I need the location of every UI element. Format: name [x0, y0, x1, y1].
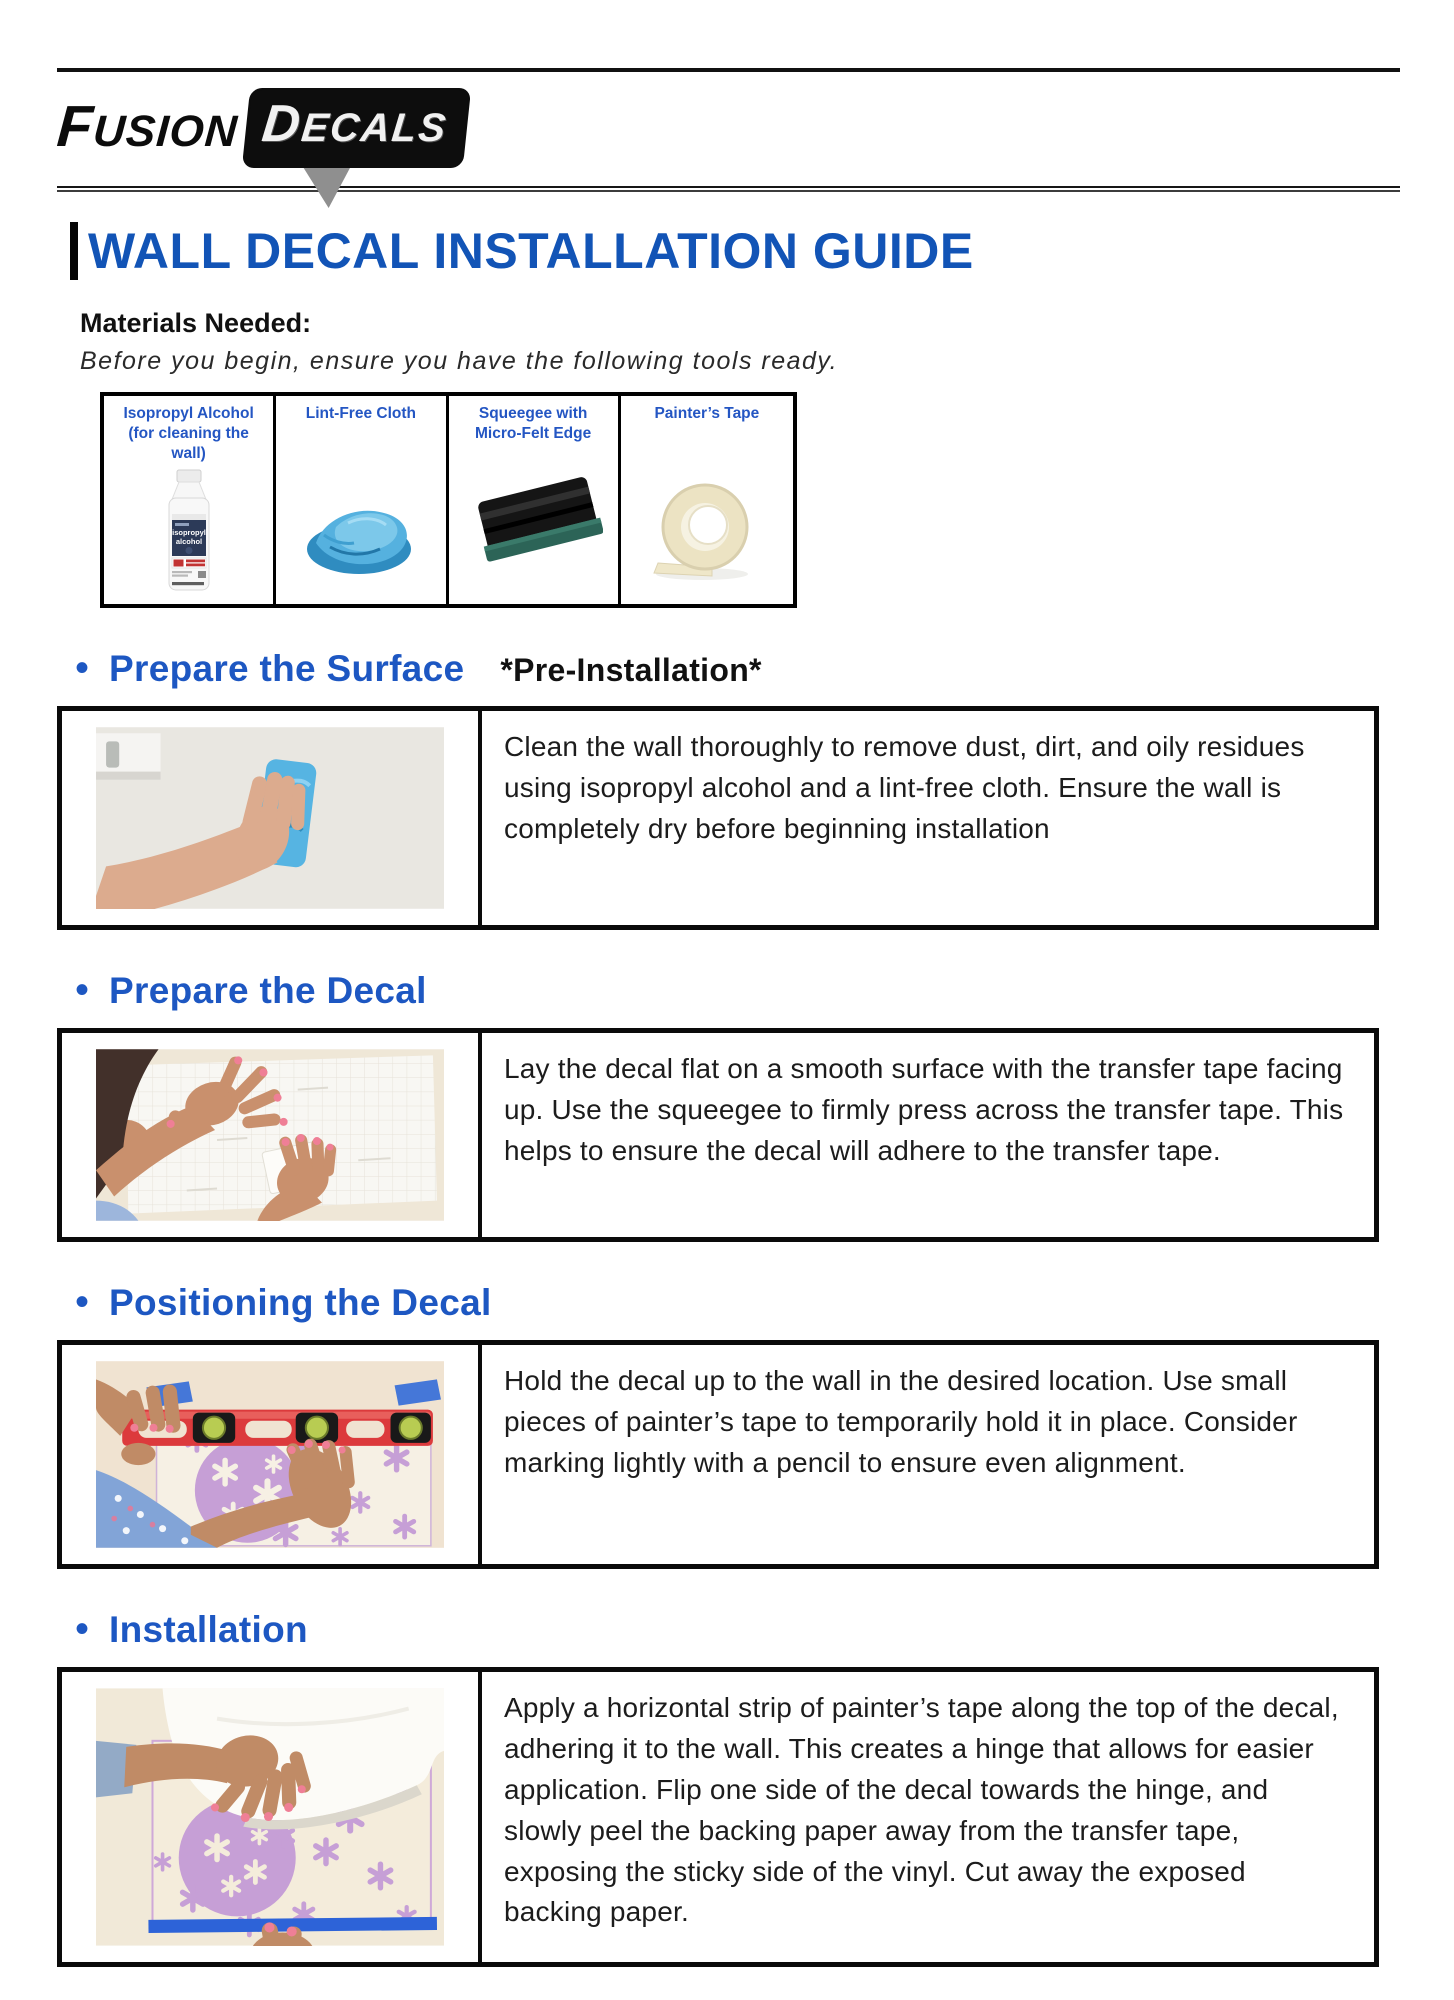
step-heading-row — [75, 1609, 1454, 1651]
step-prepare-the-surface — [57, 648, 1454, 930]
step-body-text: Clean the wall thoroughly to remove dust, dirt, and oily residues using isopropyl alcohol and a lint-free cloth. Ensure the wall is completely dry before beginning installation — [504, 731, 1305, 844]
material-cell-lint-free-cloth — [276, 396, 448, 604]
title-row — [70, 222, 1454, 280]
bottle-label-line1: isopropyl — [171, 527, 206, 537]
bullet-icon: • — [75, 968, 90, 1012]
step-heading: Prepare the Decal — [109, 970, 427, 1011]
logo-decals-text: DECALS — [259, 95, 450, 153]
step-heading-note: *Pre-Installation* — [500, 652, 762, 688]
bullet-icon: • — [75, 1280, 90, 1324]
step-heading: Positioning the Decal — [109, 1282, 492, 1323]
material-cell-isopropyl-alcohol — [104, 396, 276, 604]
step-body-text: Apply a horizontal strip of painter’s tape along the top of the decal, adhering it to the wall. This creates a hinge that allows for easier application. Flip one side of the decal towards the hinge, and slowly peel the backing paper away from the transfer tape, exposing the sticky side of the vinyl. Cut away the exposed backing paper. — [504, 1692, 1339, 1928]
step-positioning-the-decal — [57, 1282, 1454, 1569]
bullet-icon: • — [75, 646, 90, 690]
step-photo-squeegee-decal — [62, 1033, 482, 1237]
step-box — [57, 1028, 1379, 1242]
step-heading-row — [75, 970, 1454, 1012]
material-cell-squeegee — [449, 396, 621, 604]
materials-heading: Materials Needed: — [80, 308, 312, 338]
step-box — [57, 1667, 1379, 1967]
logo-fusion-text: FUSION — [54, 94, 240, 159]
step-body-text: Lay the decal flat on a smooth surface with the transfer tape facing up. Use the squeegee to firmly press across the transfer tape. This helps to ensure the decal will adhere to the transfer tape. — [504, 1053, 1344, 1166]
header-bottom-rule — [57, 186, 1400, 192]
logo-decals-box — [244, 90, 469, 166]
painters-tape-roll-icon — [642, 466, 772, 594]
step-photo-level-on-wall — [62, 1345, 482, 1564]
materials-subheading: Before you begin, ensure you have the following tools ready. — [80, 347, 839, 375]
step-box — [57, 706, 1379, 930]
step-prepare-the-decal — [57, 970, 1454, 1242]
isopropyl-alcohol-bottle-icon — [144, 466, 234, 594]
squeegee-micro-felt-icon — [463, 466, 603, 594]
bullet-icon: • — [75, 1607, 90, 1651]
step-heading: Installation — [109, 1609, 308, 1650]
step-box — [57, 1340, 1379, 1569]
step-photo-wiping-wall — [62, 711, 482, 925]
step-heading-row — [75, 648, 1454, 690]
material-cell-painters-tape — [621, 396, 793, 604]
step-heading-row — [75, 1282, 1454, 1324]
material-label: Lint-Free Cloth — [305, 405, 416, 422]
bottle-label-line2: alcohol — [175, 536, 202, 546]
step-photo-peeling-backing — [62, 1672, 482, 1962]
page-title: WALL DECAL INSTALLATION GUIDE — [88, 223, 974, 279]
materials-table — [100, 392, 797, 608]
title-accent-bar — [70, 222, 78, 280]
step-heading: Prepare the Surface — [109, 648, 465, 689]
material-label: Isopropyl Alcohol (for cleaning the wall) — [123, 405, 254, 462]
material-label: Painter’s Tape — [654, 405, 760, 422]
step-installation — [57, 1609, 1454, 1967]
fusion-decals-logo — [54, 86, 1454, 182]
material-label: Squeegee with Micro-Felt Edge — [474, 405, 592, 442]
step-body-text: Hold the decal up to the wall in the desired location. Use small pieces of painter’s tape to temporarily hold it in place. Consider marking lightly with a pencil to ensure even alignment. — [504, 1365, 1298, 1478]
lint-free-cloth-icon — [296, 466, 426, 594]
top-rule — [57, 68, 1400, 72]
